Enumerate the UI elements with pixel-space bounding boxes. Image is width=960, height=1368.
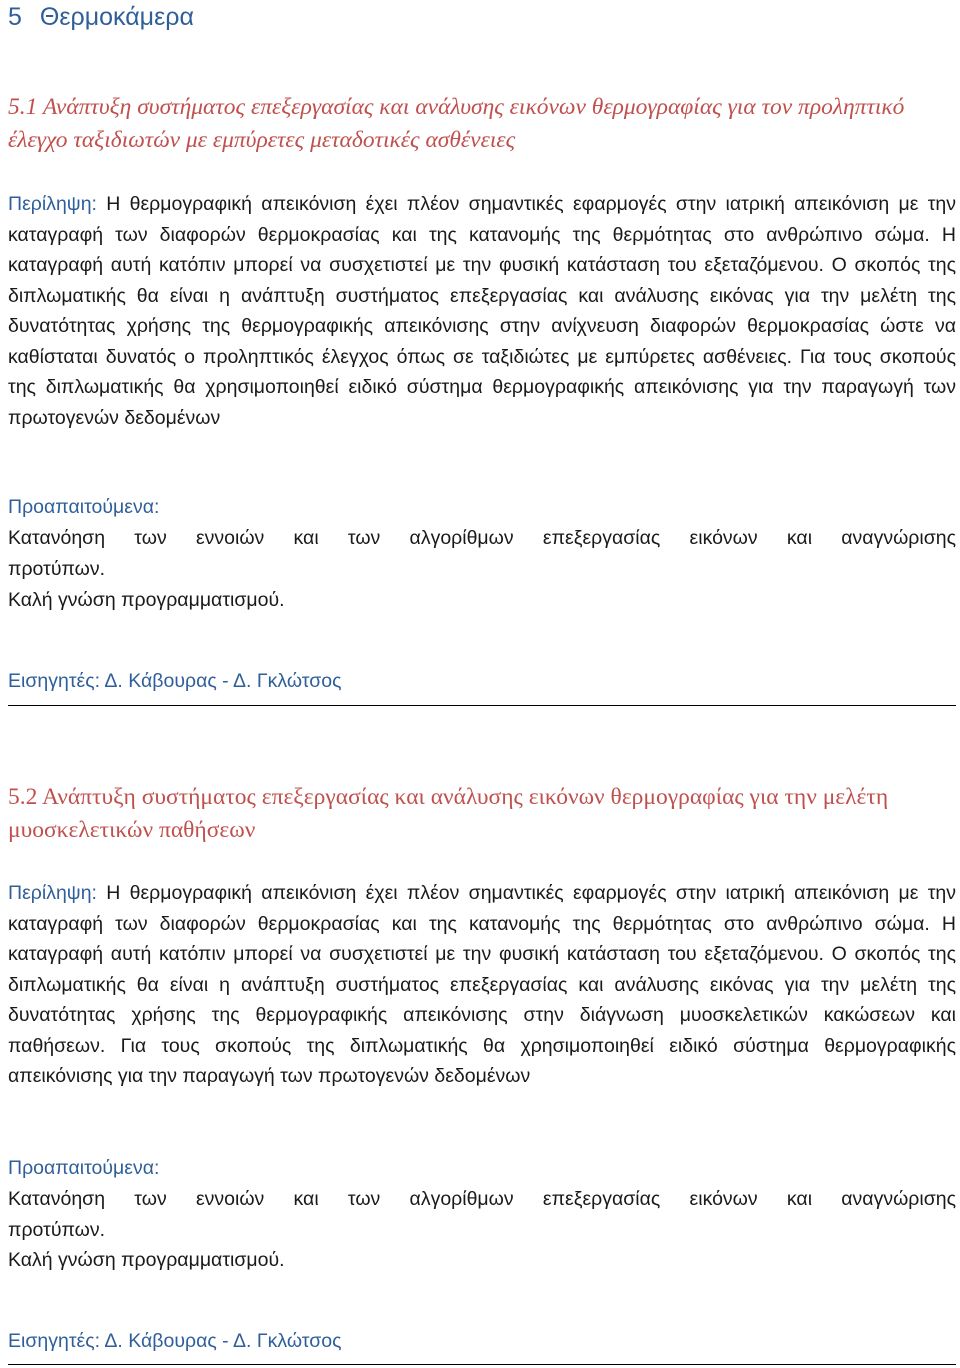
lecturers-names: Δ. Κάβουρας - Δ. Γκλώτσος [104,670,342,692]
summary-label: Περίληψη: [8,193,97,215]
section-number: 5.2 [8,784,38,810]
section-title-text: Ανάπτυξη συστήματος επεξεργασίας και ανάλυσης εικόνων θερμογραφίας για τον προληπτικό έλεγχο ταξιδιωτών με εμπύρετες μεταδοτικές ασθένειες [8,94,905,153]
section-5-1-prereq-line-2: προτύπων. [8,558,106,580]
summary-text: Η θερμογραφική απεικόνιση έχει πλέον σημαντικές εφαρμογές στην ιατρική απεικόνιση με την καταγραφή των διαφορών θερμοκρασίας και της κατανομής της θερμότητας στο ανθρώπινο σώμα. Η καταγραφή αυτή κατόπιν μπορεί να συσχετιστεί με την φυσική κατάσταση του εξεταζόμενου. Ο σκοπός της διπλωματικής θα είναι η ανάπτυξη συστήματος επεξεργασίας και ανάλυσης εικόνας για την μελέτη της δυνατότητας χρήσης της θερμογραφικής απεικόνισης στην διάγνωση μυοσκελετικών κακώσεων και παθήσεων. Για τους σκοπούς της διπλωματικής θα χρησιμοποιηθεί ειδικό σύστημα θερμογραφικής απεικόνισης για την παραγωγή των πρωτογενών δεδομένων [8,882,956,1087]
section-title-text: Ανάπτυξη συστήματος επεξεργασίας και ανάλυσης εικόνων θερμογραφίας για την μελέτη μυοσκελετικών παθήσεων [8,784,889,843]
section-5-2-prereq-line-3: Καλή γνώση προγραμματισμού. [8,1249,285,1271]
section-5-2-prereq-line-2: προτύπων. [8,1219,106,1241]
lecturers-label: Εισηγητές: [8,1330,101,1352]
chapter-title [8,2,194,32]
section-5-1-summary [8,189,956,433]
section-5-1-prereq-line-3: Καλή γνώση προγραμματισμού. [8,589,285,611]
summary-text: Η θερμογραφική απεικόνιση έχει πλέον σημαντικές εφαρμογές στην ιατρική απεικόνιση με την καταγραφή των διαφορών θερμοκρασίας και της κατανομής της θερμότητας στο ανθρώπινο σώμα. Η καταγραφή αυτή κατόπιν μπορεί να συσχετιστεί με την φυσική κατάσταση του εξεταζόμενου. Ο σκοπός της διπλωματικής θα είναι η ανάπτυξη συστήματος επεξεργασίας και ανάλυσης εικόνας για την μελέτη της δυνατότητας χρήσης της θερμογραφικής απεικόνισης στην ανίχνευση διαφορών θερμοκρασίας ώστε να καθίσταται δυνατός ο προληπτικός έλεγχος όπως σε ταξιδιώτες με εμπύρετες ασθένειες. Για τους σκοπούς της διπλωματικής θα χρησιμοποιηθεί ειδικό σύστημα θερμογραφικής απεικόνισης για την παραγωγή των πρωτογενών δεδομένων [8,193,956,429]
section-divider [8,1364,956,1365]
chapter-title-text: Θερμοκάμερα [39,3,194,31]
section-5-1-prereq-line-1: Κατανόηση των εννοιών και των αλγορίθμων επεξεργασίας εικόνων και αναγνώρισης [8,527,956,549]
section-5-1-lecturers [8,666,341,696]
chapter-number: 5 [8,3,22,31]
lecturers-label: Εισηγητές: [8,670,101,692]
section-5-2-lecturers [8,1326,341,1356]
section-5-1-title [8,91,956,157]
section-5-2-prereq-line-1: Κατανόηση των εννοιών και των αλγορίθμων επεξεργασίας εικόνων και αναγνώρισης [8,1188,956,1210]
section-number: 5.1 [8,94,38,120]
lecturers-names: Δ. Κάβουρας - Δ. Γκλώτσος [104,1330,342,1352]
section-divider [8,705,956,706]
summary-label: Περίληψη: [8,882,97,904]
section-5-2-prereq-label: Προαπαιτούμενα: [8,1157,160,1179]
section-5-2-title [8,781,956,847]
section-5-1-prereq-label: Προαπαιτούμενα: [8,496,160,518]
section-5-2-summary [8,878,956,1092]
